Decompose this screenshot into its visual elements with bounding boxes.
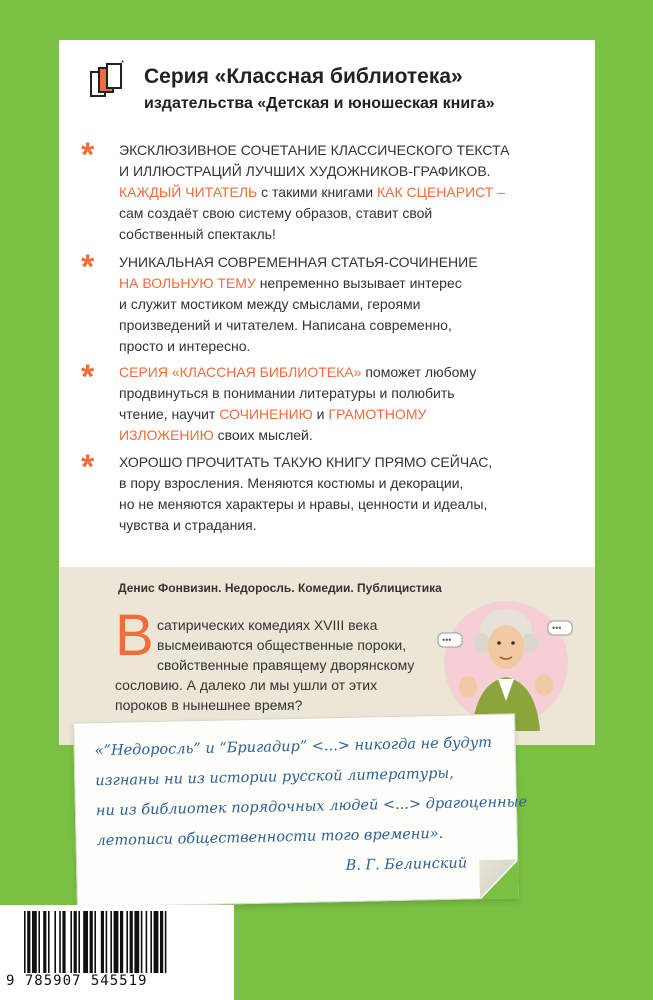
feature-4-line-1: ХОРОШО ПРОЧИТАТЬ ТАКУЮ КНИГУ ПРЯМО СЕЙЧАС,: [119, 454, 493, 470]
barcode-bars: [24, 911, 224, 973]
intro-line-4: сословию. А далеко ли мы ушли от этих: [115, 677, 378, 693]
barcode-bar: [130, 911, 133, 973]
barcode-bar: [160, 911, 163, 973]
barcode-bar: [150, 911, 152, 973]
barcode-bar: [24, 911, 26, 973]
barcode-bar: [62, 911, 65, 973]
barcode-bar: [101, 911, 104, 973]
quote-card: [73, 713, 528, 907]
barcode-bar: [141, 911, 143, 973]
quote-line-1: «”Недоросль” и “Бригадир” <...> никогда не будут: [94, 734, 493, 760]
asterisk-icon: *: [81, 448, 95, 486]
asterisk-icon: *: [81, 358, 95, 396]
book-series-logo-icon: [87, 60, 127, 100]
quote-author: В. Г. Белинский: [345, 855, 468, 874]
svg-text:•••: •••: [552, 623, 562, 633]
feature-2-line-3: и служит мостиком между смыслами, героями: [119, 296, 421, 312]
barcode-bar: [74, 911, 77, 973]
features-panel: [59, 40, 595, 567]
feature-2-line-5: просто и интересно.: [119, 338, 251, 354]
barcode-bar: [134, 911, 139, 973]
barcode-bar: [83, 911, 88, 973]
feature-1-line-5: собственный спектакль!: [119, 226, 276, 242]
feature-4-line-3: но не меняются характеры и нравы, ценности и идеалы,: [119, 496, 488, 512]
asterisk-icon: *: [81, 136, 95, 174]
feature-4-line-4: чувства и страдания.: [119, 517, 257, 533]
barcode-bar: [27, 911, 30, 973]
intro-line-5: пороков в нынешнее время?: [115, 697, 303, 713]
barcode-bar: [90, 911, 93, 973]
feature-1-line-1: ЭКСКЛЮЗИВНОЕ СОЧЕТАНИЕ КЛАССИЧЕСКОГО ТЕКСТА: [119, 142, 510, 158]
drop-cap: В: [115, 603, 154, 668]
barcode-bar: [78, 911, 80, 973]
barcode-bar: [154, 911, 159, 973]
intro-line-1: сатирических комедиях XVIII века: [157, 617, 378, 633]
feature-2-line-1: УНИКАЛЬНАЯ СОВРЕМЕННАЯ СТАТЬЯ-СОЧИНЕНИЕ: [119, 254, 478, 270]
quote-line-2: изгнаны ни из истории русской литературы,: [95, 765, 455, 790]
feature-1-line-3: КАЖДЫЙ ЧИТАТЕЛЬ с такими книгами КАК СЦЕНАРИСТ –: [119, 184, 506, 200]
barcode: [0, 905, 234, 1000]
intro-line-2: высмеиваются общественные пороки,: [157, 637, 407, 653]
feature-4-line-2: в пору взросления. Меняются костюмы и декорации,: [119, 475, 464, 491]
feature-2-line-2: НА ВОЛЬНУЮ ТЕМУ непременно вызывает интерес: [119, 275, 462, 291]
asterisk-icon: *: [81, 248, 95, 286]
isbn-number: 9 785907 545519: [6, 973, 148, 989]
barcode-bar: [48, 911, 50, 973]
series-subtitle: издательства «Детская и юношеская книга»: [144, 95, 495, 112]
barcode-bar: [43, 911, 46, 973]
feature-3-line-4: ИЗЛОЖЕНИЮ своих мыслей.: [119, 427, 313, 443]
barcode-bar: [94, 911, 96, 973]
barcode-bar: [32, 911, 37, 973]
feature-3-line-3: чтение, научит СОЧИНЕНИЮ и ГРАМОТНОМУ: [119, 406, 427, 422]
book-title: Денис Фонвизин. Недоросль. Комедии. Публицистика: [118, 581, 442, 595]
intro-line-3: свойственные правящему дворянскому: [157, 657, 415, 673]
barcode-bar: [54, 911, 56, 973]
barcode-bar: [120, 911, 123, 973]
barcode-bar: [38, 911, 40, 973]
feature-3-line-1: СЕРИЯ «КЛАССНАЯ БИБЛИОТЕКА» поможет любому: [119, 364, 477, 380]
feature-1-line-4: сам создаёт свою систему образов, ставит свой: [119, 205, 433, 221]
svg-text:*: *: [121, 60, 125, 68]
barcode-bar: [165, 911, 167, 973]
feature-1-line-2: И ИЛЛЮСТРАЦИЙ ЛУЧШИХ ХУДОЖНИКОВ-ГРАФИКОВ.: [119, 163, 491, 179]
feature-2-line-4: произведений и читателем. Написана современно,: [119, 317, 452, 333]
series-title: Серия «Классная библиотека»: [144, 65, 463, 88]
barcode-bar: [59, 911, 61, 973]
barcode-bar: [126, 911, 128, 973]
feature-3-line-2: продвинуться в понимании литературы и полюбить: [119, 385, 455, 401]
svg-text:•••: •••: [442, 635, 452, 645]
barcode-bar: [70, 911, 72, 973]
barcode-bar: [114, 911, 119, 973]
quote-line-3: ни из библиотек порядочных людей <...> драгоценные: [95, 794, 528, 820]
barcode-bar: [110, 911, 112, 973]
barcode-bar: [106, 911, 108, 973]
barcode-bar: [146, 911, 148, 973]
quote-line-4: летописи общественности того времени».: [96, 825, 444, 850]
